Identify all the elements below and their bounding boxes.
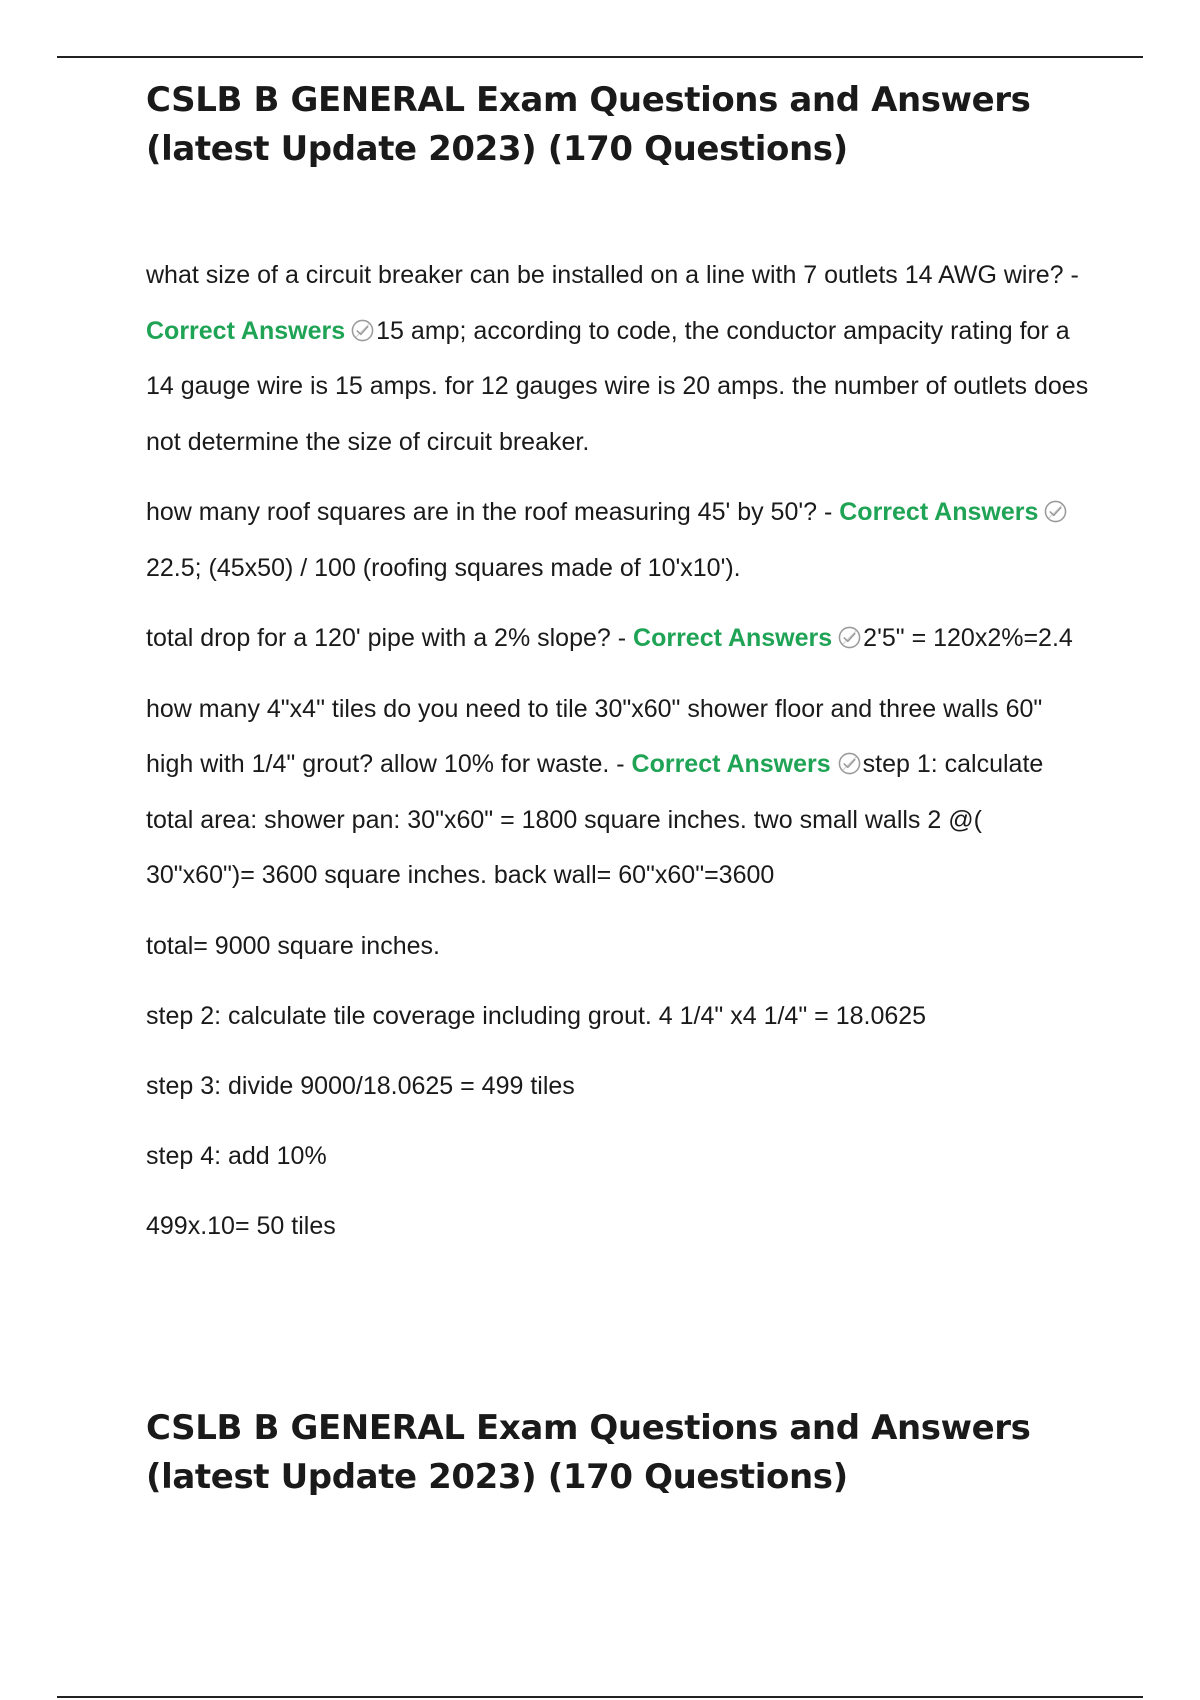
step-line: 499x.10= 50 tiles — [146, 1211, 336, 1240]
top-rule — [57, 56, 1143, 58]
question-text: how many 4"x4" tiles do you need to tile 30"x60" shower floor and three walls 60" high with 1/4" grout? allow 10% for waste. - — [146, 694, 1043, 778]
step-line: step 3: divide 9000/18.0625 = 499 tiles — [146, 1071, 575, 1100]
correct-answers-label: Correct Answers — [631, 750, 831, 778]
correct-answers-label: Correct Answers — [146, 316, 346, 345]
question-text: what size of a circuit breaker can be installed on a line with 7 outlets 14 AWG wire? - — [146, 261, 1079, 289]
answer-text: 15 amp; according to code, the conductor ampacity rating for a 14 gauge wire is 15 amps. for 12 gauges wire is 20 amps. the number of outlets does not determine the size of circuit breaker. — [146, 316, 1089, 456]
page-content — [146, 76, 1096, 1269]
question-text: total drop for a 120' pipe with a 2% slope? - — [146, 624, 634, 652]
question-text: how many roof squares are in the roof measuring 45' by 50'? - — [146, 498, 840, 526]
qa-item-1 — [146, 248, 1096, 470]
step-line: step 2: calculate tile coverage including grout. 4 1/4" x4 1/4" = 18.0625 — [146, 1001, 927, 1030]
answer-text: 2'5" = 120x2%=2.4 — [863, 624, 1073, 652]
answer-text: 22.5; (45x50) / 100 (roofing squares made of 10'x10'). — [146, 553, 741, 582]
qa-list — [146, 248, 1096, 1254]
qa-item-4 — [146, 682, 1096, 904]
check-circle-icon — [1044, 500, 1067, 523]
page-title: CSLB B GENERAL Exam Questions and Answers (latest Update 2023) (170 Questions) — [146, 80, 1031, 169]
check-circle-icon — [838, 626, 861, 649]
correct-answers-label: Correct Answers — [839, 498, 1039, 526]
answer-text: step 1: calculate total area: shower pan: 30"x60" = 1800 square inches. two small walls 2 @( 30"x60")= 3600 square inches. back wall= 60"x60"=3600 — [146, 750, 1044, 889]
qa-item-2 — [146, 485, 1096, 596]
step-line: step 4: add 10% — [146, 1141, 327, 1170]
check-circle-icon — [351, 319, 374, 342]
check-circle-icon — [838, 752, 861, 775]
qa-item-3 — [146, 611, 1096, 667]
bottom-rule — [57, 1696, 1143, 1698]
footer-title: CSLB B GENERAL Exam Questions and Answers (latest Update 2023) (170 Questions) — [146, 1408, 1031, 1497]
step-line: total= 9000 square inches. — [146, 931, 440, 960]
correct-answers-label: Correct Answers — [633, 624, 833, 652]
